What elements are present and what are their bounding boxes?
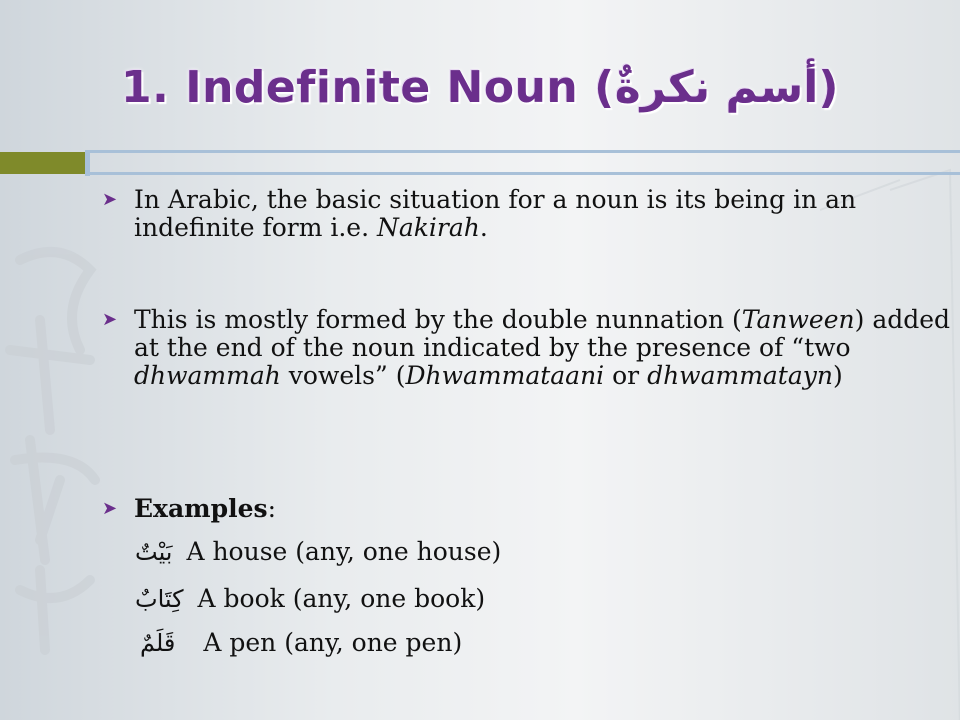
example-pen [140, 628, 462, 658]
example-translation: A pen (any, one pen) [203, 628, 463, 657]
accent-bar [0, 152, 85, 174]
example-book [135, 584, 485, 614]
example-translation: A house (any, one house) [186, 537, 502, 566]
title-arabic-term: أسم نكرةٌ [614, 62, 819, 113]
title-prefix: 1. Indefinite Noun ( [121, 62, 615, 113]
bullet-arrow-icon: ➤ [102, 309, 118, 330]
example-arabic-word: كِتَابٌ [135, 585, 184, 613]
example-arabic-word: قَلَمٌ [140, 629, 176, 657]
title-divider [0, 150, 960, 180]
example-arabic-word: بَيْتٌ [135, 538, 173, 566]
example-translation: A book (any, one book) [197, 584, 486, 613]
bullet-tanween: ➤ This is mostly formed by the double nunnation (Tanween) added at the end of the noun indicated by the presence of “two dhwammah vowels” (Dhwammataani or dhwammatayn) [102, 305, 951, 390]
bullet-arrow-icon: ➤ [102, 498, 118, 519]
bullet-arrow-icon: ➤ [102, 189, 118, 210]
example-house [135, 537, 501, 567]
slide-title [0, 62, 960, 113]
title-suffix: ) [818, 62, 839, 113]
bullet-indefinite-form: ➤ In Arabic, the basic situation for a noun is its being in an indefinite form i.e. Nakirah. [102, 185, 857, 242]
bullet-examples: ➤ Examples: [102, 494, 277, 523]
